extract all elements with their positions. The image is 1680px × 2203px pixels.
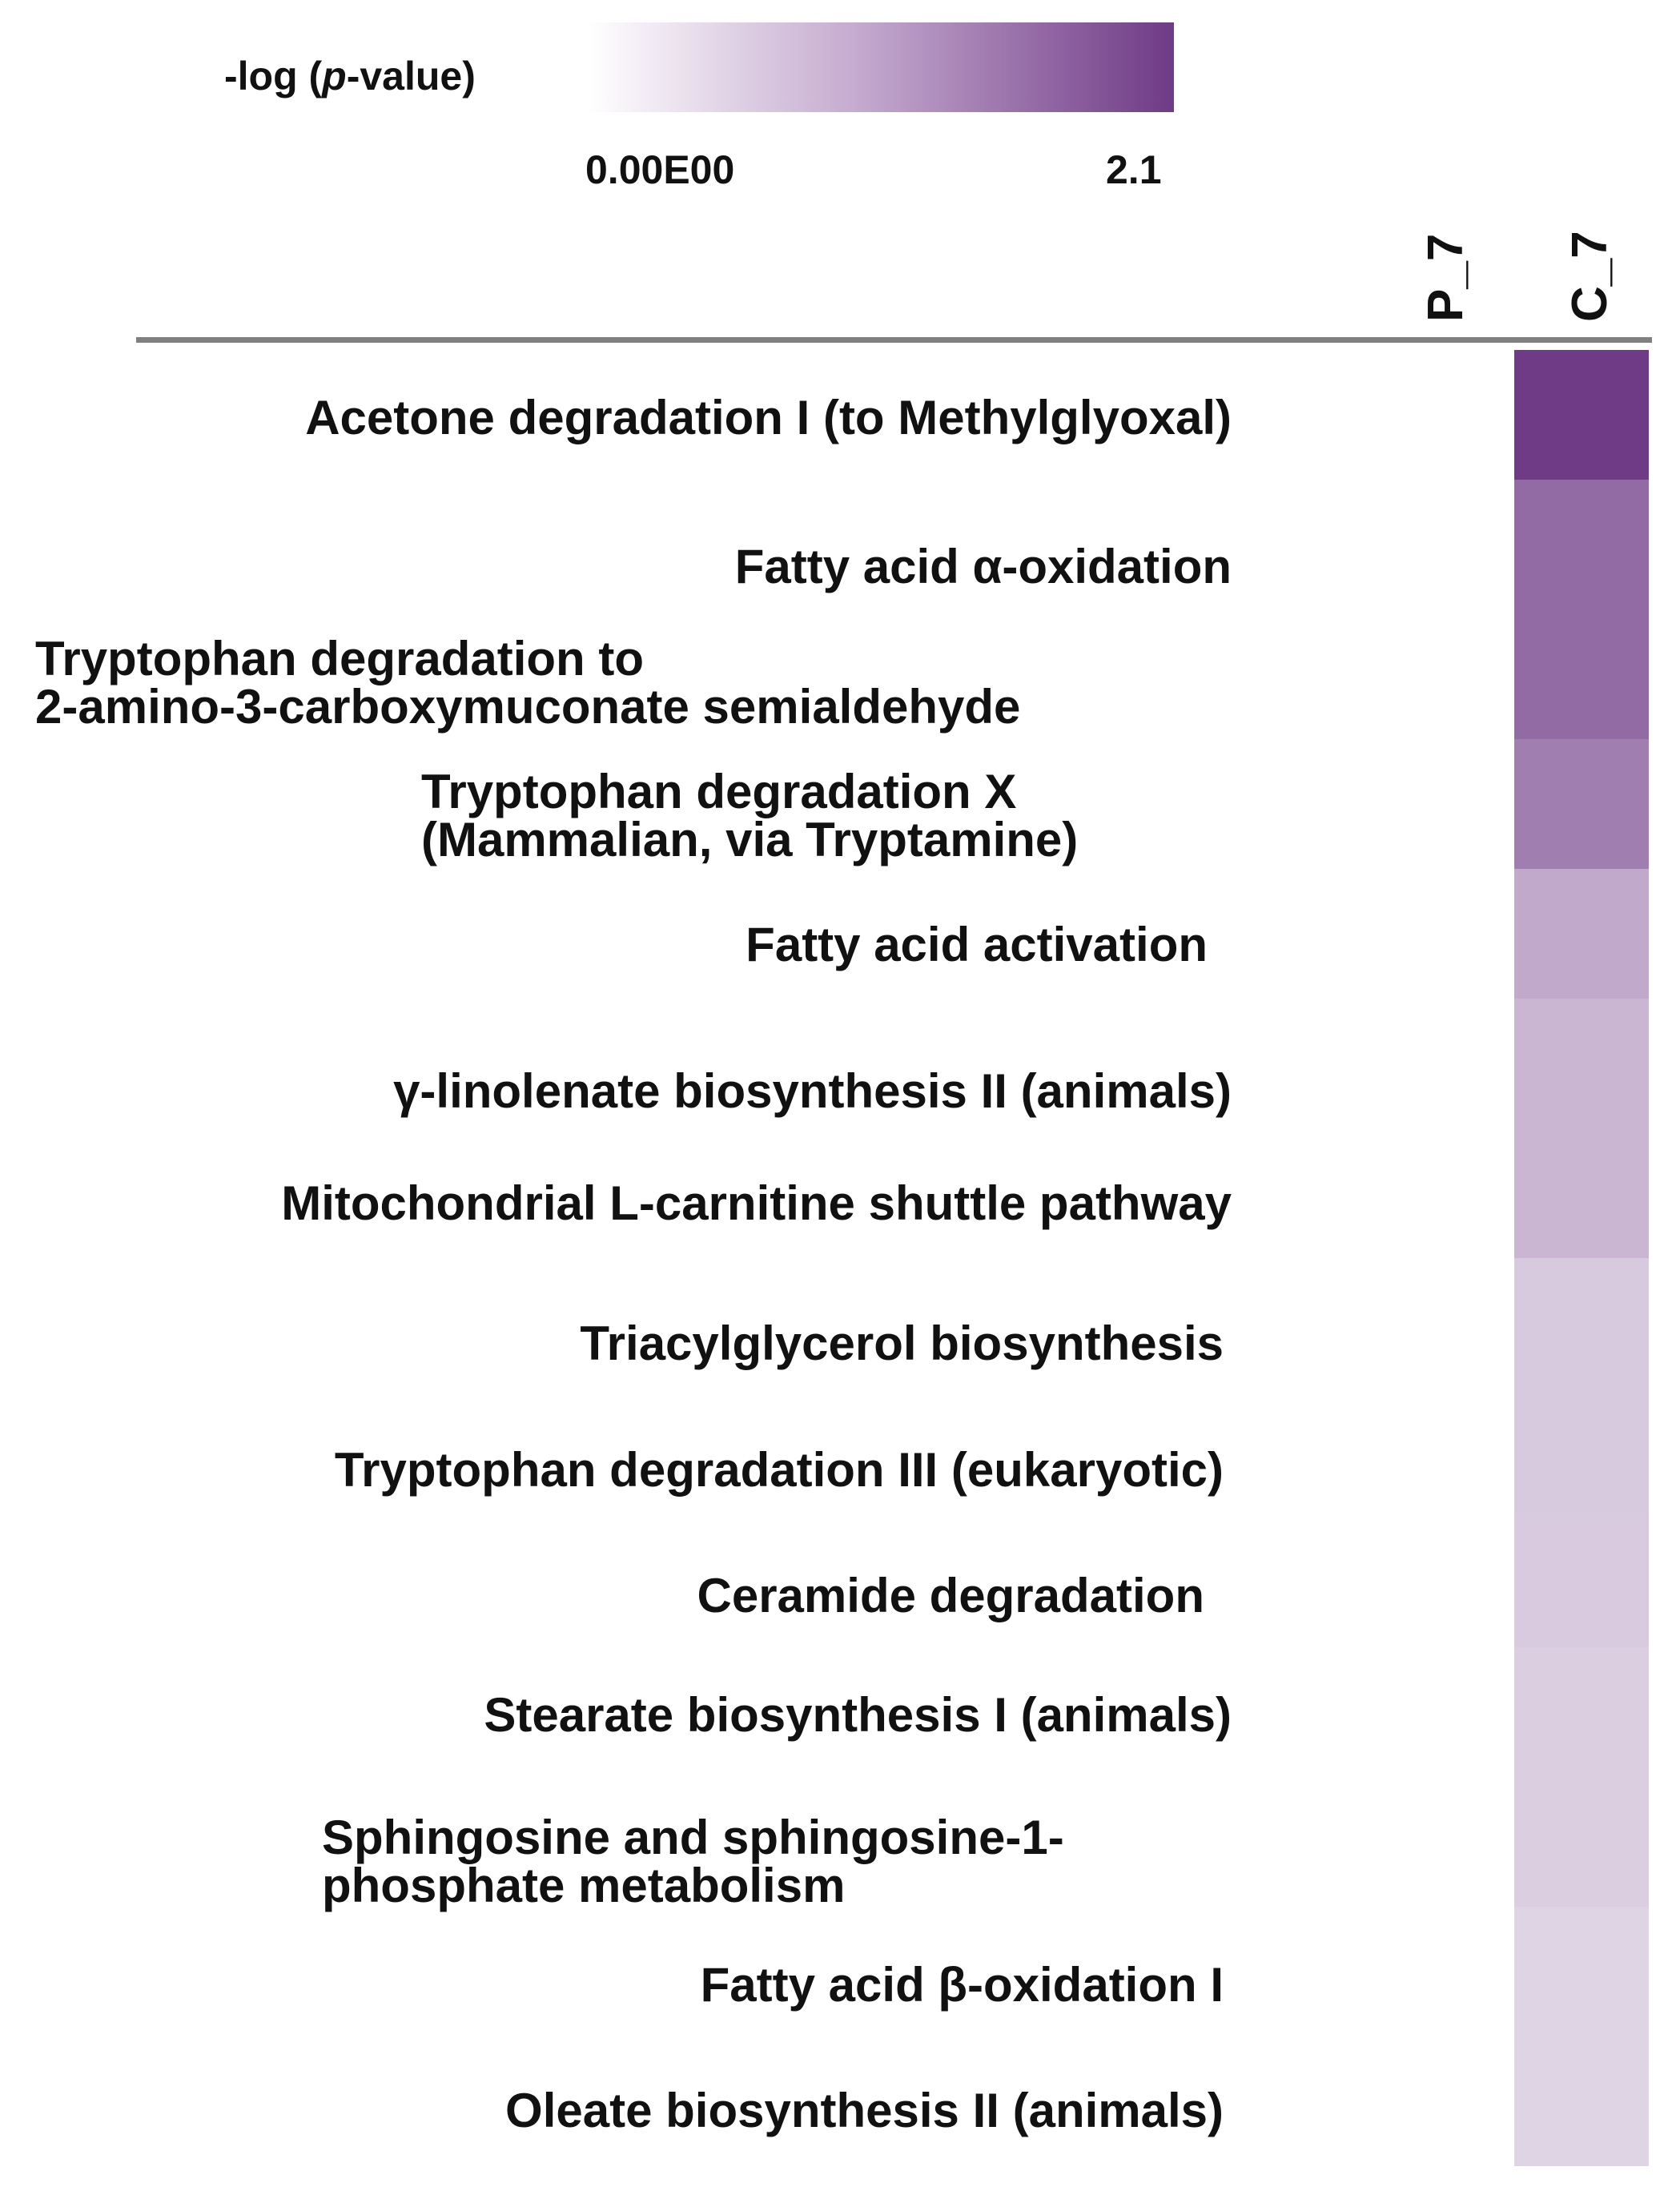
heatmap-cell [1514,480,1649,609]
row-label-line: Mitochondrial L-carnitine shuttle pathway [281,1176,1232,1230]
row-label [35,632,1021,734]
row-label [746,918,1208,971]
heatmap-cell [1514,1777,1649,1907]
row-label-line: Fatty acid activation [746,918,1208,971]
row-label-line: Ceramide degradation [697,1569,1204,1622]
row-label-line: 2-amino-3-carboxymuconate semialdehyde [35,680,1021,734]
row-label [393,1064,1232,1118]
row-label-line: Tryptophan degradation to [35,632,644,685]
row-label [421,765,1079,866]
row-label [700,1958,1224,2012]
row-label [505,2084,1224,2137]
row-label [734,540,1232,593]
row-label-line: Fatty acid β-oxidation I [700,1958,1224,2012]
heatmap-cell [1514,1907,1649,2036]
row-label-line: γ-linolenate biosynthesis II (animals) [393,1064,1232,1118]
legend-title-prefix: -log ( [224,54,323,98]
heatmap-cell [1514,1128,1649,1258]
row-label-line: (Mammalian, via Tryptamine) [421,813,1079,866]
row-label-line: Tryptophan degradation X [421,765,1017,818]
heatmap-cell [1514,869,1649,999]
legend-color-bar [588,22,1174,112]
heatmap-cell [1514,609,1649,739]
row-label-line: Fatty acid α-oxidation [734,540,1232,593]
column-label-p7: P_7 [1418,233,1473,322]
heatmap-cell [1514,1518,1649,1647]
legend-min-label: 0.00E00 [585,147,735,192]
row-label-line: Acetone degradation I (to Methylglyoxal) [305,391,1232,444]
heatmap-cell [1514,2036,1649,2166]
row-label-line: Oleate biosynthesis II (animals) [505,2084,1224,2137]
row-label-line: Sphingosine and sphingosine-1- [322,1811,1064,1864]
heatmap-cell [1514,1647,1649,1777]
row-label [484,1688,1232,1742]
row-label [580,1317,1224,1370]
heatmap-column-c7 [1514,350,1649,2166]
row-label-line: phosphate metabolism [322,1859,846,1912]
header-divider [136,337,1652,343]
heatmap-cell [1514,1388,1649,1518]
row-label [334,1443,1224,1497]
legend-title-italic: p [322,54,347,98]
row-label-line: Triacylglycerol biosynthesis [580,1317,1224,1370]
heatmap-cell [1514,999,1649,1128]
row-label [281,1176,1232,1230]
legend-max-label: 2.1 [1106,147,1162,192]
heatmap-cell [1514,1258,1649,1388]
row-label-line: Tryptophan degradation III (eukaryotic) [334,1443,1224,1497]
row-label [305,391,1232,444]
column-label-c7: C_7 [1562,231,1618,322]
row-label-line: Stearate biosynthesis I (animals) [484,1688,1232,1742]
row-label [697,1569,1205,1622]
legend-title-suffix: -value) [346,54,476,98]
row-label [322,1811,1064,1912]
heatmap-cell [1514,739,1649,869]
heatmap-cell [1514,350,1649,480]
legend-title [224,53,476,99]
